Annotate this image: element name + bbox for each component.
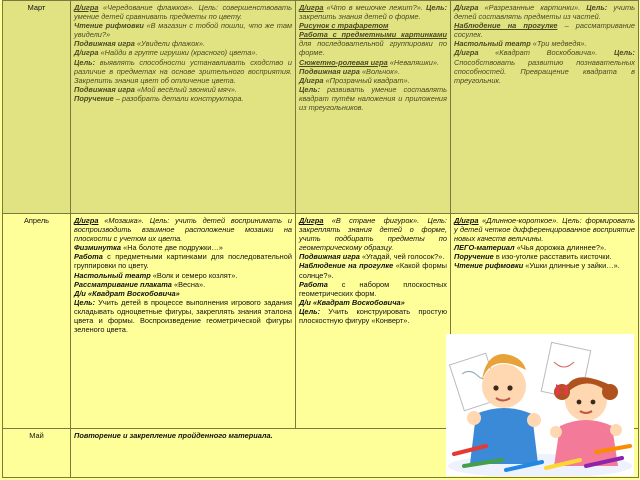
activity-paragraph	[74, 252, 292, 270]
activity-text: «Мой весёлый звонкий мяч».	[134, 84, 237, 94]
activity-text: Цель:	[299, 84, 321, 94]
activity-text: Учить конструировать простую плоскостную фигуру «Конверт».	[299, 306, 447, 326]
activity-text: «Найди в группе игрушки (красного) цвета».	[98, 48, 258, 58]
activity-paragraph	[74, 85, 292, 94]
activity-paragraph	[299, 76, 447, 85]
activity-text: «Разрезанные картинки».	[478, 3, 587, 12]
activities-cell	[451, 1, 639, 214]
activity-paragraph	[454, 21, 635, 39]
activity-paragraph	[299, 280, 447, 298]
activity-text: Рассматривание плаката	[74, 279, 172, 289]
activity-text: развивать умение составлять квадрат путём наложения и приложения из треугольников.	[299, 84, 447, 113]
activities-cell	[296, 214, 451, 429]
activity-text: с предметными картинками для последовательной группировки по цвету.	[74, 252, 292, 271]
table-row-march	[3, 1, 639, 214]
activity-text: учить детей составлять предметы из частей.	[454, 3, 635, 22]
children-drawing-illustration	[446, 334, 634, 476]
activity-text: Работа с предметными картинками	[299, 30, 447, 40]
activity-paragraph	[74, 289, 292, 298]
activity-text: Цель:	[74, 297, 96, 307]
activity-text: Подвижная игра	[74, 39, 135, 49]
activity-paragraph	[299, 58, 447, 67]
activity-text: Поручение	[74, 93, 114, 103]
activity-paragraph	[74, 94, 292, 103]
activity-text: Подвижная игра	[299, 252, 360, 262]
activity-text: выявлять способности устанавливать сходство и различие в предметах на основе зрительного восприятия. Закрепить знания цвет об отличение цвета.	[74, 57, 292, 85]
activity-paragraph	[454, 216, 635, 243]
activity-text: Учить детей в процессе выполнения игрового задания складывать одноцветные фигуры, закреплять знания эталона цвета и формы. Воспроизведение геометрической фигуры зеленого цвета.	[74, 297, 292, 335]
activity-text: Д/игра	[299, 216, 324, 225]
activity-text: Цель:	[74, 57, 96, 67]
activity-text: Чтение рифмовки	[454, 261, 524, 271]
summary-text: Повторение и закрепление пройденного материала.	[74, 431, 273, 440]
activity-text: «Чья дорожка длиннее?».	[514, 243, 607, 253]
activity-text: Д/и «Квадрат Воскобовича»	[299, 297, 405, 307]
activity-text: Настольный театр	[74, 270, 151, 280]
activity-text: «Неваляшки».	[387, 57, 440, 67]
activity-text: Д/игра	[454, 3, 479, 12]
activity-text: Сюжетно-ролевая игра	[299, 57, 388, 67]
activity-paragraph	[74, 21, 292, 39]
activity-paragraph	[454, 261, 635, 270]
activity-paragraph	[299, 85, 447, 112]
activity-text: Цель:	[425, 3, 447, 12]
activity-text: «Квадрат Воскобовича».	[478, 48, 614, 58]
activity-paragraph	[74, 216, 292, 243]
activity-text: «Весна».	[171, 279, 206, 289]
activity-paragraph	[454, 39, 635, 48]
activity-text: Д/игра	[74, 48, 99, 58]
activity-text: Физминутка	[74, 243, 122, 253]
activity-paragraph	[299, 307, 447, 325]
activity-text: «Ушки длинные у зайки…».	[523, 261, 620, 271]
activity-paragraph	[74, 271, 292, 280]
activity-paragraph	[454, 243, 635, 252]
activity-paragraph	[454, 48, 635, 84]
activity-text: – разобрать детали конструктора.	[113, 93, 244, 103]
activity-text: «На болоте две подружки…»	[121, 243, 223, 253]
activity-paragraph	[74, 39, 292, 48]
activity-paragraph	[299, 298, 447, 307]
activity-text: Поручение	[454, 252, 494, 262]
activity-text: для последовательной группировки по форме.	[299, 39, 447, 58]
activity-text: Работа	[74, 252, 103, 262]
activity-text: закрепить знания детей о форме.	[299, 12, 421, 22]
activity-text: «Прозрачный квадрат».	[323, 75, 410, 85]
activity-text: Способствовать развитию познавательных способностей. Превращение квадрата в треугольник.	[454, 57, 635, 85]
activity-text: «Угадай, чей голосок?».	[359, 252, 445, 262]
activity-text: «Длинное-короткое». Цель: формировать у детей четкое дифференцированное восприятие новых качеств величины.	[454, 216, 635, 244]
activity-paragraph	[74, 3, 292, 21]
activity-text: Настольный театр	[454, 39, 531, 49]
activity-paragraph	[299, 3, 447, 21]
month-cell: Май	[3, 429, 71, 478]
activity-text: «Вольчок».	[359, 66, 400, 76]
activity-text: в изо-уголке расставить кисточки.	[493, 252, 612, 262]
activity-paragraph	[299, 261, 447, 279]
activity-text: с набором плоскостных геометрических форм.	[299, 279, 447, 298]
activity-text: Д/игра	[74, 216, 99, 225]
activity-paragraph	[74, 280, 292, 289]
activity-text: «Что в мешочке лежит?».	[323, 3, 426, 12]
month-cell: Март	[3, 1, 71, 214]
activity-paragraph	[299, 252, 447, 261]
activity-text: Работа	[299, 279, 328, 289]
activity-text: «Чередование флажков». Цель: совершенствовать умение детей сравнивать предметы по цвету.	[74, 3, 292, 22]
activity-text: Д/игра	[299, 3, 324, 12]
activity-text: «Увидели флажок».	[134, 39, 206, 49]
activity-text: ЛЕГО-материал	[454, 243, 515, 253]
activity-paragraph	[74, 48, 292, 57]
activity-text: «Какой формы солнце?».	[299, 261, 447, 280]
activity-text: Подвижная игра	[299, 66, 360, 76]
activity-paragraph	[74, 298, 292, 334]
activity-text: Цель:	[613, 48, 635, 58]
activity-paragraph	[299, 30, 447, 57]
activity-text: Подвижная игра	[74, 84, 135, 94]
activity-paragraph	[299, 21, 447, 30]
activity-text: – рассматривание сосулек.	[454, 21, 635, 40]
activity-text: Д/и «Квадрат Воскобовича»	[74, 288, 180, 298]
activity-paragraph	[74, 243, 292, 252]
activity-paragraph	[299, 216, 447, 252]
activity-text: Д/игра	[74, 3, 99, 12]
activity-text: Рисунок с трафаретом	[299, 21, 389, 31]
activity-text: Д/игра	[454, 216, 479, 225]
activities-cell	[71, 1, 296, 214]
activity-text: Чтение рифмовки	[74, 21, 144, 31]
activity-paragraph	[74, 58, 292, 85]
activity-text: «В магазин с тобой пошли, что же там увидели?»	[74, 21, 293, 40]
activity-text: Цель:	[299, 306, 321, 316]
activity-text: Наблюдение на прогулке	[299, 261, 394, 271]
activities-cell	[296, 1, 451, 214]
activity-text: «В стране фигурок». Цель: закреплять знания детей о форме, учить подбирать предметы по геометрическому образцу.	[299, 216, 447, 253]
activity-paragraph	[454, 252, 635, 261]
activity-text: Д/игра	[454, 48, 479, 58]
activity-text: «Три медведя».	[530, 39, 587, 49]
activity-paragraph	[299, 67, 447, 76]
activities-cell	[71, 214, 296, 429]
activity-text: Цель:	[586, 3, 608, 12]
activity-text: Наблюдение на прогулке	[454, 21, 558, 31]
activity-paragraph	[454, 3, 635, 21]
activity-text: Д/игра	[299, 75, 324, 85]
month-cell: Апрель	[3, 214, 71, 429]
activity-text: «Мозаика». Цель: учить детей воспринимать и воспроизводить взаимное расположение мозаики на плоскости с учетом их цвета.	[74, 216, 292, 244]
activity-text: «Волк и семеро козлят».	[150, 270, 238, 280]
children-drawing-illustration-icon	[446, 334, 634, 476]
